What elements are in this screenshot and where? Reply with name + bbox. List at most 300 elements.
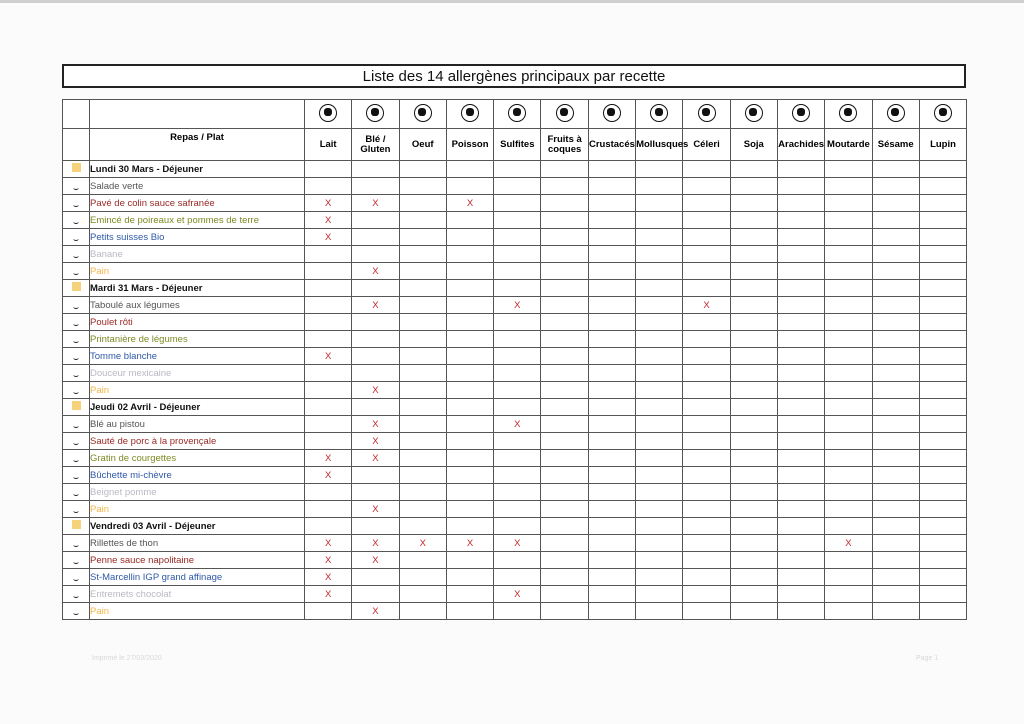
empty-cell [399, 161, 446, 178]
empty-cell [446, 297, 493, 314]
allergen-mark: X [399, 535, 446, 552]
empty-cell [683, 535, 730, 552]
dish-row [63, 484, 967, 501]
empty-cell [919, 501, 966, 518]
empty-cell [730, 365, 777, 382]
allergen-header-row [63, 129, 967, 161]
empty-cell [352, 331, 399, 348]
empty-cell [730, 314, 777, 331]
empty-cell [730, 331, 777, 348]
allergen-icon-cell [777, 100, 824, 129]
empty-cell [541, 314, 588, 331]
dish-row [63, 246, 967, 263]
empty-cell [730, 569, 777, 586]
dish-row [63, 450, 967, 467]
empty-cell [494, 518, 541, 535]
empty-cell [399, 382, 446, 399]
dish-row [63, 348, 967, 365]
empty-cell [305, 365, 352, 382]
allergen-icon-cell [683, 100, 730, 129]
empty-cell [777, 450, 824, 467]
empty-cell [446, 263, 493, 280]
row-bullet: ⌣ [63, 586, 90, 603]
empty-cell [305, 246, 352, 263]
empty-cell [825, 280, 872, 297]
empty-cell [825, 586, 872, 603]
empty-cell [825, 467, 872, 484]
empty-cell [777, 569, 824, 586]
dish-label: Pain [90, 263, 305, 280]
empty-cell [588, 552, 635, 569]
empty-cell [919, 484, 966, 501]
empty-cell [777, 229, 824, 246]
allergen-mark: X [352, 195, 399, 212]
empty-cell [446, 450, 493, 467]
day-marker-square [72, 520, 81, 529]
empty-cell [399, 467, 446, 484]
empty-cell [588, 450, 635, 467]
empty-cell [541, 569, 588, 586]
empty-cell [305, 314, 352, 331]
empty-cell [494, 382, 541, 399]
empty-cell [494, 603, 541, 620]
allergen-mark: X [305, 450, 352, 467]
allergen-header-8: Céleri [683, 129, 730, 161]
empty-cell [872, 484, 919, 501]
empty-cell [305, 178, 352, 195]
empty-cell [541, 195, 588, 212]
empty-cell [399, 416, 446, 433]
empty-cell [541, 348, 588, 365]
dish-row [63, 552, 967, 569]
empty-cell [399, 246, 446, 263]
empty-cell [683, 263, 730, 280]
empty-cell [636, 586, 683, 603]
allergen-header-6: Crustacés [588, 129, 635, 161]
dish-row [63, 263, 967, 280]
empty-cell [636, 314, 683, 331]
allergen-mark: X [494, 416, 541, 433]
empty-cell [777, 263, 824, 280]
empty-cell [541, 450, 588, 467]
empty-cell [919, 263, 966, 280]
dish-label: Printanière de légumes [90, 331, 305, 348]
empty-cell [352, 365, 399, 382]
empty-cell [825, 416, 872, 433]
allergen-icon-row [63, 100, 967, 129]
empty-cell [730, 229, 777, 246]
empty-cell [730, 195, 777, 212]
empty-cell [825, 314, 872, 331]
empty-cell [446, 212, 493, 229]
row-bullet: ⌣ [63, 450, 90, 467]
row-bullet: ⌣ [63, 416, 90, 433]
empty-cell [305, 501, 352, 518]
empty-cell [683, 399, 730, 416]
empty-cell [825, 433, 872, 450]
row-bullet: ⌣ [63, 382, 90, 399]
row-bullet: ⌣ [63, 178, 90, 195]
day-header-row [63, 518, 967, 535]
footer-page-number: Page 1 [916, 655, 939, 662]
empty-cell [494, 178, 541, 195]
empty-cell [919, 603, 966, 620]
row-bullet: ⌣ [63, 467, 90, 484]
empty-cell [636, 518, 683, 535]
empty-cell [588, 603, 635, 620]
empty-cell [494, 212, 541, 229]
day-label: Mardi 31 Mars - Déjeuner [90, 280, 305, 297]
empty-cell [305, 280, 352, 297]
peanut-icon [792, 104, 810, 122]
empty-cell [399, 229, 446, 246]
empty-cell [541, 518, 588, 535]
empty-cell [872, 348, 919, 365]
allergen-icon-cell [919, 100, 966, 129]
empty-cell [872, 280, 919, 297]
empty-cell [541, 501, 588, 518]
allergen-mark: X [494, 586, 541, 603]
empty-cell [777, 212, 824, 229]
empty-cell [825, 246, 872, 263]
empty-cell [872, 586, 919, 603]
empty-cell [825, 161, 872, 178]
empty-cell [588, 246, 635, 263]
empty-cell [730, 552, 777, 569]
empty-cell [825, 399, 872, 416]
allergen-header-11: Moutarde [825, 129, 872, 161]
empty-cell [494, 348, 541, 365]
empty-cell [352, 467, 399, 484]
empty-cell [730, 603, 777, 620]
empty-cell [588, 348, 635, 365]
empty-cell [872, 314, 919, 331]
empty-cell [305, 433, 352, 450]
empty-cell [636, 399, 683, 416]
empty-cell [683, 416, 730, 433]
dish-label: Taboulé aux légumes [90, 297, 305, 314]
empty-cell [636, 552, 683, 569]
empty-cell [494, 195, 541, 212]
empty-cell [541, 331, 588, 348]
empty-cell [919, 297, 966, 314]
day-label: Lundi 30 Mars - Déjeuner [90, 161, 305, 178]
empty-cell [636, 433, 683, 450]
empty-cell [305, 382, 352, 399]
empty-cell [352, 518, 399, 535]
row-bullet: ⌣ [63, 603, 90, 620]
blank-cell [63, 100, 90, 129]
dish-row [63, 586, 967, 603]
empty-cell [872, 603, 919, 620]
empty-cell [588, 399, 635, 416]
empty-cell [825, 518, 872, 535]
empty-cell [352, 280, 399, 297]
empty-cell [541, 399, 588, 416]
empty-cell [588, 297, 635, 314]
row-bullet: ⌣ [63, 297, 90, 314]
dish-row [63, 365, 967, 382]
allergen-mark: X [305, 212, 352, 229]
empty-cell [919, 586, 966, 603]
empty-cell [872, 433, 919, 450]
empty-cell [872, 382, 919, 399]
blank-cell [63, 129, 90, 161]
empty-cell [636, 382, 683, 399]
allergen-mark: X [352, 603, 399, 620]
empty-cell [588, 280, 635, 297]
empty-cell [825, 263, 872, 280]
empty-cell [541, 416, 588, 433]
empty-cell [494, 331, 541, 348]
empty-cell [777, 195, 824, 212]
empty-cell [305, 161, 352, 178]
empty-cell [588, 501, 635, 518]
empty-cell [588, 467, 635, 484]
empty-cell [446, 586, 493, 603]
empty-cell [588, 212, 635, 229]
empty-cell [636, 348, 683, 365]
footer-print-date: Imprimé le 27/03/2020 [92, 655, 162, 662]
empty-cell [825, 382, 872, 399]
empty-cell [777, 416, 824, 433]
empty-cell [588, 263, 635, 280]
empty-cell [541, 484, 588, 501]
empty-cell [352, 246, 399, 263]
lupin-icon [934, 104, 952, 122]
empty-cell [541, 552, 588, 569]
row-bullet: ⌣ [63, 314, 90, 331]
empty-cell [494, 399, 541, 416]
allergen-mark: X [352, 552, 399, 569]
dish-label: Sauté de porc à la provençale [90, 433, 305, 450]
row-bullet: ⌣ [63, 433, 90, 450]
empty-cell [399, 569, 446, 586]
allergen-mark: X [305, 586, 352, 603]
empty-cell [777, 280, 824, 297]
empty-cell [777, 603, 824, 620]
empty-cell [446, 161, 493, 178]
allergen-header-12: Sésame [872, 129, 919, 161]
empty-cell [683, 382, 730, 399]
empty-cell [636, 569, 683, 586]
dish-row [63, 416, 967, 433]
empty-cell [352, 484, 399, 501]
row-bullet: ⌣ [63, 331, 90, 348]
empty-cell [588, 229, 635, 246]
empty-cell [588, 416, 635, 433]
egg-icon [414, 104, 432, 122]
empty-cell [352, 569, 399, 586]
day-header-row [63, 161, 967, 178]
empty-cell [305, 518, 352, 535]
allergen-mark: X [446, 535, 493, 552]
allergen-mark: X [305, 195, 352, 212]
empty-cell [683, 484, 730, 501]
empty-cell [446, 501, 493, 518]
empty-cell [541, 297, 588, 314]
allergen-header-1: Blé / Gluten [352, 129, 399, 161]
empty-cell [919, 552, 966, 569]
empty-cell [872, 416, 919, 433]
allergen-mark: X [305, 535, 352, 552]
empty-cell [399, 331, 446, 348]
empty-cell [494, 569, 541, 586]
row-bullet: ⌣ [63, 365, 90, 382]
empty-cell [588, 331, 635, 348]
empty-cell [305, 399, 352, 416]
empty-cell [446, 178, 493, 195]
empty-cell [872, 518, 919, 535]
empty-cell [683, 518, 730, 535]
empty-cell [399, 552, 446, 569]
empty-cell [919, 535, 966, 552]
day-marker-square [72, 163, 81, 172]
empty-cell [825, 178, 872, 195]
empty-cell [399, 314, 446, 331]
day-header-row [63, 280, 967, 297]
dish-row [63, 501, 967, 518]
dish-row [63, 382, 967, 399]
allergen-icon-cell [352, 100, 399, 129]
allergen-icon-cell [636, 100, 683, 129]
empty-cell [636, 603, 683, 620]
empty-cell [777, 348, 824, 365]
empty-cell [494, 246, 541, 263]
empty-cell [730, 416, 777, 433]
empty-cell [683, 195, 730, 212]
allergen-icon-cell [872, 100, 919, 129]
empty-cell [825, 212, 872, 229]
empty-cell [446, 569, 493, 586]
empty-cell [399, 212, 446, 229]
allergen-icon-cell [541, 100, 588, 129]
empty-cell [446, 399, 493, 416]
empty-cell [825, 501, 872, 518]
empty-cell [919, 382, 966, 399]
empty-cell [636, 331, 683, 348]
day-marker-square [72, 401, 81, 410]
empty-cell [683, 552, 730, 569]
empty-cell [683, 365, 730, 382]
allergen-icon-cell [494, 100, 541, 129]
empty-cell [919, 433, 966, 450]
empty-cell [636, 365, 683, 382]
empty-cell [541, 433, 588, 450]
empty-cell [305, 603, 352, 620]
empty-cell [541, 280, 588, 297]
sesame-icon [887, 104, 905, 122]
dish-row [63, 467, 967, 484]
empty-cell [494, 280, 541, 297]
empty-cell [636, 212, 683, 229]
empty-cell [446, 314, 493, 331]
empty-cell [683, 229, 730, 246]
empty-cell [730, 280, 777, 297]
dish-column-header: Repas / Plat [90, 129, 305, 161]
empty-cell [494, 552, 541, 569]
empty-cell [919, 195, 966, 212]
allergen-mark: X [825, 535, 872, 552]
empty-cell [777, 586, 824, 603]
row-bullet: ⌣ [63, 229, 90, 246]
allergen-icon-cell [730, 100, 777, 129]
empty-cell [446, 348, 493, 365]
empty-cell [352, 586, 399, 603]
nut-icon [556, 104, 574, 122]
allergen-icon-cell [305, 100, 352, 129]
empty-cell [494, 484, 541, 501]
empty-cell [541, 603, 588, 620]
empty-cell [777, 161, 824, 178]
milk-icon [319, 104, 337, 122]
allergen-icon-cell [825, 100, 872, 129]
empty-cell [825, 195, 872, 212]
dish-label: Gratin de courgettes [90, 450, 305, 467]
dish-row [63, 178, 967, 195]
empty-cell [825, 297, 872, 314]
empty-cell [872, 501, 919, 518]
allergen-mark: X [683, 297, 730, 314]
allergen-header-0: Lait [305, 129, 352, 161]
empty-cell [446, 467, 493, 484]
empty-cell [352, 212, 399, 229]
empty-cell [872, 297, 919, 314]
empty-cell [730, 501, 777, 518]
row-bullet: ⌣ [63, 501, 90, 518]
day-marker [63, 161, 90, 178]
allergen-header-4: Sulfites [494, 129, 541, 161]
empty-cell [872, 450, 919, 467]
allergen-header-13: Lupin [919, 129, 966, 161]
empty-cell [730, 518, 777, 535]
empty-cell [541, 178, 588, 195]
empty-cell [588, 178, 635, 195]
empty-cell [872, 229, 919, 246]
empty-cell [730, 433, 777, 450]
empty-cell [777, 518, 824, 535]
empty-cell [541, 382, 588, 399]
empty-cell [352, 229, 399, 246]
empty-cell [541, 586, 588, 603]
row-bullet: ⌣ [63, 535, 90, 552]
row-bullet: ⌣ [63, 263, 90, 280]
empty-cell [919, 518, 966, 535]
empty-cell [777, 433, 824, 450]
allergen-mark: X [352, 535, 399, 552]
empty-cell [494, 365, 541, 382]
empty-cell [446, 552, 493, 569]
row-bullet: ⌣ [63, 552, 90, 569]
empty-cell [777, 484, 824, 501]
empty-cell [872, 552, 919, 569]
empty-cell [541, 535, 588, 552]
empty-cell [919, 178, 966, 195]
empty-cell [541, 161, 588, 178]
empty-cell [399, 501, 446, 518]
empty-cell [636, 450, 683, 467]
dish-label: Beignet pomme [90, 484, 305, 501]
empty-cell [636, 501, 683, 518]
empty-cell [352, 161, 399, 178]
empty-cell [825, 348, 872, 365]
empty-cell [683, 501, 730, 518]
empty-cell [872, 161, 919, 178]
empty-cell [919, 161, 966, 178]
allergen-mark: X [352, 297, 399, 314]
dish-row [63, 433, 967, 450]
day-marker [63, 518, 90, 535]
